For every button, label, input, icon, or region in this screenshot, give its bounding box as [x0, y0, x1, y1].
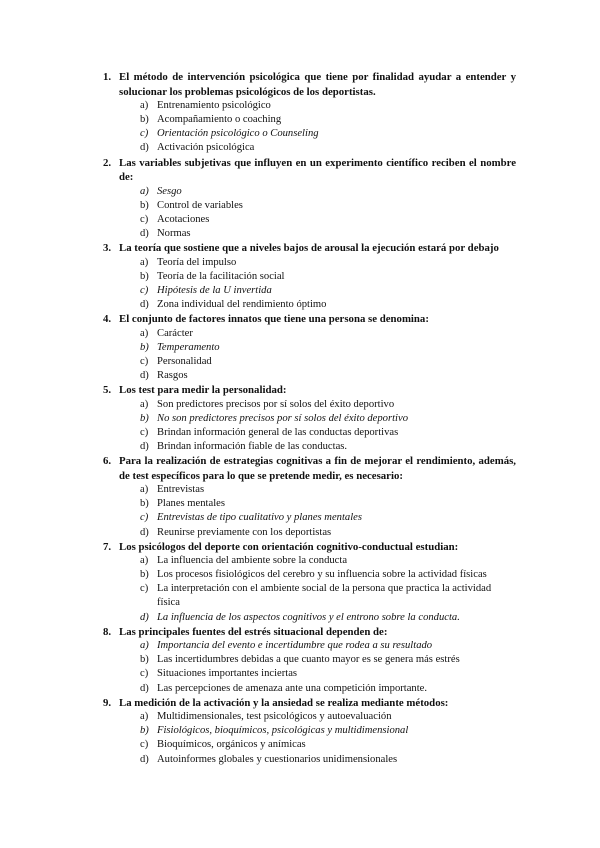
option-letter: d) [140, 228, 149, 240]
question-heading [0, 625, 600, 640]
answer-option [0, 341, 600, 355]
option-text: Las incertidumbres debidas a que cuanto mayor es se genera más estrés [157, 654, 460, 666]
question-number: 2. [103, 156, 112, 169]
question-item [0, 312, 600, 383]
answer-option [0, 185, 600, 199]
option-letter: d) [140, 440, 149, 452]
option-letter: d) [140, 611, 149, 623]
answer-option [0, 483, 600, 497]
option-letter: b) [140, 498, 149, 510]
option-letter: d) [140, 142, 149, 154]
option-letter: b) [140, 199, 149, 211]
option-text: Personalidad [157, 355, 212, 367]
option-text: Hipótesis de la U invertida [157, 284, 272, 296]
option-letter: c) [140, 128, 149, 140]
answer-option [0, 611, 600, 625]
answer-option [0, 554, 600, 568]
option-text: La influencia del ambiente sobre la conducta [157, 555, 348, 567]
answer-option [0, 682, 600, 696]
answer-option [0, 213, 600, 227]
question-heading [0, 70, 600, 99]
question-item [0, 696, 600, 767]
answer-option [0, 113, 600, 127]
option-text: Multidimensionales, test psicológicos y autoevaluación [157, 711, 392, 723]
option-text: Zona individual del rendimiento óptimo [157, 299, 327, 310]
question-heading [0, 383, 600, 398]
question-number: 9. [103, 696, 112, 709]
answer-option [0, 298, 600, 312]
option-text: Bioquímicos, orgánicos y anímicas [157, 739, 306, 751]
option-text: Sesgo [157, 185, 182, 197]
option-letter: d) [140, 369, 149, 381]
option-letter: a) [140, 256, 149, 268]
answer-option [0, 369, 600, 383]
answer-option [0, 99, 600, 113]
question-text: Las principales fuentes del estrés situacional dependen de: [119, 625, 388, 638]
option-text: Carácter [157, 327, 193, 339]
question-item [0, 156, 600, 242]
question-item [0, 454, 600, 540]
question-text: La medición de la activación y la ansiedad se realiza mediante métodos: [119, 696, 449, 709]
answer-option [0, 355, 600, 369]
option-letter: b) [140, 569, 149, 581]
option-letter: c) [140, 739, 149, 751]
question-heading [0, 156, 600, 185]
option-letter: b) [140, 412, 149, 424]
answer-option [0, 256, 600, 270]
option-letter: b) [140, 654, 149, 666]
answer-option [0, 568, 600, 582]
option-letter: b) [140, 341, 149, 353]
answer-option [0, 227, 600, 241]
option-text: Temperamento [157, 341, 220, 353]
question-number: 1. [103, 71, 112, 83]
option-letter: c) [140, 668, 149, 680]
option-text: Entrevistas [157, 484, 205, 496]
question-text: Los test para medir la personalidad: [119, 384, 287, 397]
answer-option [0, 724, 600, 738]
answer-option [0, 526, 600, 540]
option-text: Activación psicológica [157, 142, 255, 154]
option-text: Brindan información general de las conductas deportivas [157, 426, 399, 438]
option-letter: b) [140, 270, 149, 282]
question-number: 4. [103, 313, 112, 326]
answer-option [0, 753, 600, 767]
option-letter: a) [140, 711, 149, 723]
option-text: Brindan información fiable de las conductas. [157, 440, 348, 452]
option-letter: a) [140, 555, 149, 567]
option-text: Teoría del impulso [157, 256, 237, 268]
question-number: 5. [103, 384, 112, 397]
question-heading [0, 540, 600, 555]
answer-option [0, 412, 600, 426]
question-number: 3. [103, 242, 112, 255]
answer-option [0, 284, 600, 298]
option-letter: d) [140, 299, 149, 310]
question-number: 6. [103, 455, 112, 468]
question-text: La teoría que sostiene que a niveles bajos de arousal la ejecución estará por debajo [119, 242, 499, 255]
option-text: Orientación psicológico o Counseling [157, 128, 319, 140]
answer-option [0, 738, 600, 752]
answer-option [0, 497, 600, 511]
option-letter: b) [140, 725, 149, 737]
answer-option [0, 398, 600, 412]
question-number: 7. [103, 540, 112, 553]
answer-option [0, 511, 600, 525]
answer-option [0, 653, 600, 667]
option-letter: a) [140, 640, 149, 652]
answer-option [0, 426, 600, 440]
option-text: Planes mentales [157, 498, 225, 510]
answer-option [0, 327, 600, 341]
question-text: Las variables subjetivas que influyen en un experimento científico reciben el nombre de: [119, 156, 516, 184]
question-text: Los psicólogos del deporte con orientación cognitivo-conductual estudian: [119, 540, 459, 553]
question-heading [0, 241, 600, 256]
option-letter: c) [140, 583, 149, 595]
option-text: No son predictores precisos por sí solos del éxito deportivo [157, 412, 408, 424]
question-text: Para la realización de estrategias cognitivas a fin de mejorar el rendimiento, además, de test específicos para lo que se pretende medir, es necesario: [119, 455, 516, 482]
answer-option [0, 667, 600, 681]
option-text: Acotaciones [157, 213, 210, 225]
option-text: Entrevistas de tipo cualitativo y planes mentales [157, 512, 362, 524]
question-list [0, 70, 600, 767]
option-text: La interpretación con el ambiente social de la persona que practica la actividad física [157, 583, 492, 609]
question-text: El método de intervención psicológica que tiene por finalidad ayudar a entender y solucionar los problemas psicológicos de los deportistas. [119, 71, 516, 98]
question-item [0, 625, 600, 696]
option-letter: d) [140, 753, 149, 765]
question-item [0, 383, 600, 454]
question-heading [0, 312, 600, 327]
option-text: Acompañamiento o coaching [157, 114, 282, 126]
option-text: Teoría de la facilitación social [157, 270, 285, 282]
option-text: Fisiológicos, bioquímicos, psicológicas y multidimensional [157, 725, 409, 737]
question-item [0, 241, 600, 312]
question-heading [0, 696, 600, 711]
question-number: 8. [103, 625, 112, 638]
option-text: Entrenamiento psicológico [157, 100, 271, 112]
question-heading [0, 454, 600, 483]
option-letter: d) [140, 682, 149, 694]
option-letter: a) [140, 327, 149, 339]
question-text: El conjunto de factores innatos que tiene una persona se denomina: [119, 313, 429, 326]
option-letter: c) [140, 512, 149, 524]
option-text: La influencia de los aspectos cognitivos y el entrono sobre la conducta. [157, 611, 460, 623]
option-text: Normas [157, 228, 191, 240]
option-letter: c) [140, 355, 149, 367]
option-text: Control de variables [157, 199, 243, 211]
option-text: Reunirse previamente con los deportistas [157, 526, 332, 538]
option-text: Las percepciones de amenaza ante una competición importante. [157, 682, 428, 694]
option-text: Los procesos fisiológicos del cerebro y su influencia sobre la actividad físicas [157, 569, 487, 581]
question-item [0, 540, 600, 625]
answer-option [0, 582, 600, 610]
option-letter: b) [140, 114, 149, 126]
option-letter: c) [140, 213, 149, 225]
option-letter: a) [140, 100, 149, 112]
answer-option [0, 270, 600, 284]
option-text: Importancia del evento e incertidumbre que rodea a su resultado [157, 640, 433, 652]
option-letter: a) [140, 484, 149, 496]
answer-option [0, 639, 600, 653]
answer-option [0, 199, 600, 213]
option-text: Rasgos [157, 369, 188, 381]
answer-option [0, 440, 600, 454]
question-item [0, 70, 600, 156]
option-letter: a) [140, 398, 149, 410]
option-text: Autoinformes globales y cuestionarios unidimensionales [157, 753, 398, 765]
answer-option [0, 141, 600, 155]
option-text: Son predictores precisos por sí solos del éxito deportivo [157, 398, 395, 410]
option-letter: c) [140, 426, 149, 438]
option-letter: c) [140, 284, 149, 296]
answer-option [0, 127, 600, 141]
option-text: Situaciones importantes inciertas [157, 668, 298, 680]
option-letter: d) [140, 526, 149, 538]
answer-option [0, 710, 600, 724]
option-letter: a) [140, 185, 149, 197]
